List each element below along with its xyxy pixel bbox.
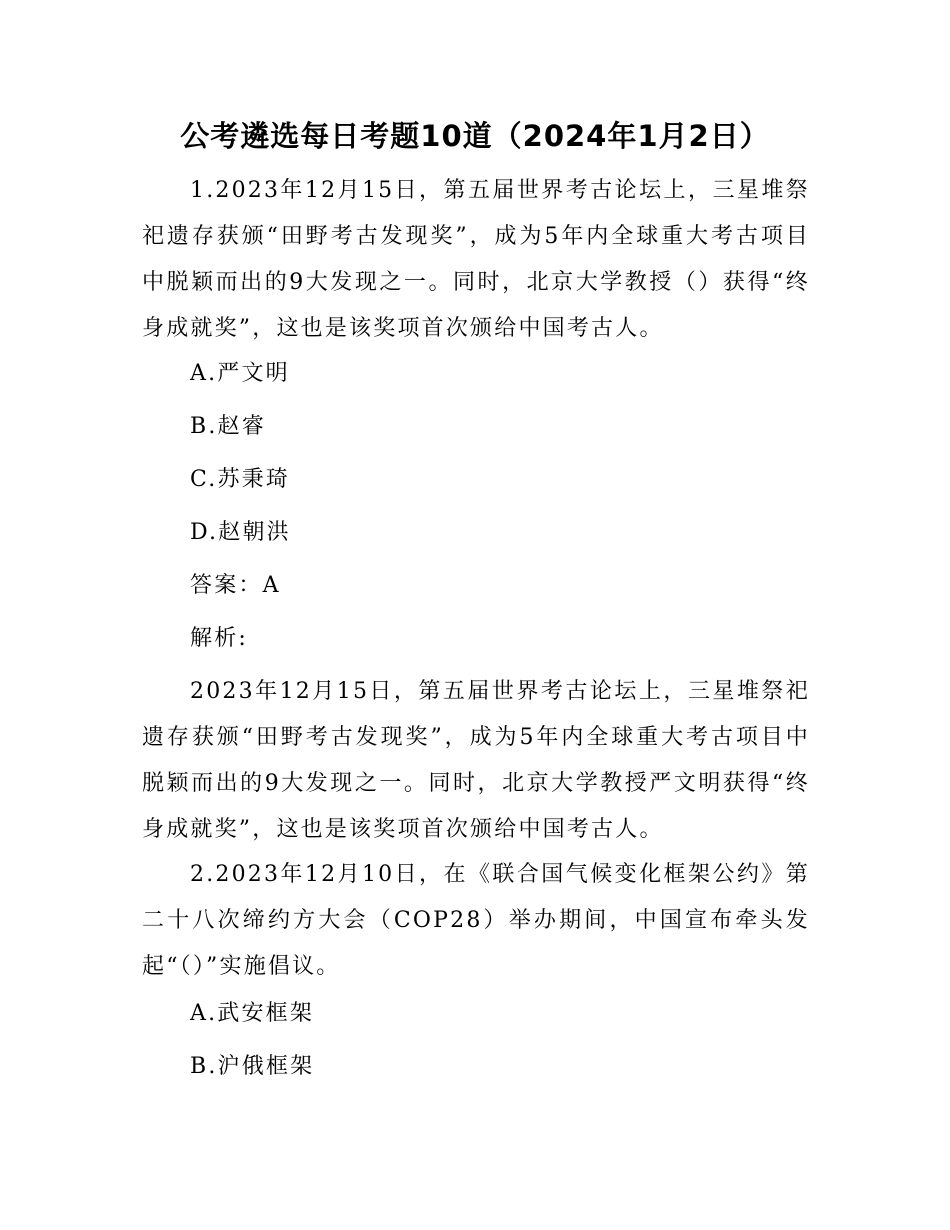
document-title: 公考遴选每日考题10道（2024年1月2日） (180, 119, 770, 153)
question-2-option-a: A.武安框架 (190, 1001, 315, 1026)
question-1-analysis: 2023年12月15日，第五届世界考古论坛上，三星堆祭祀遗存获颁“田野考古发现奖”，成为5年内全球重大考古项目中脱颖而出的9大发现之一。同时，北京大学教授严文明获得“终身成就奖”，这也是该奖项首次颁给中国考古人。 (142, 679, 810, 842)
question-1-option-c: C.苏秉琦 (190, 467, 291, 492)
question-1-option-d: D.赵朝洪 (190, 520, 291, 545)
question-2-option-b: B.沪俄框架 (190, 1054, 315, 1079)
question-1-analysis-label: 解析: (190, 626, 249, 651)
question-1-option-a: A.严文明 (190, 361, 290, 386)
question-1-option-b: B.赵睿 (190, 414, 266, 439)
question-2-stem: 2.2023年12月10日，在《联合国气候变化框架公约》第二十八次缔约方大会（COP28）举办期间，中国宣布牵头发起“（）”实施倡议。 (142, 862, 810, 979)
question-1-answer: 答案：A (190, 573, 281, 598)
question-1-stem: 1.2023年12月15日，第五届世界考古论坛上，三星堆祭祀遗存获颁“田野考古发现奖”，成为5年内全球重大考古项目中脱颖而出的9大发现之一。同时，北京大学教授（）获得“终身成就奖”，这也是该奖项首次颁给中国考古人。 (142, 178, 810, 341)
